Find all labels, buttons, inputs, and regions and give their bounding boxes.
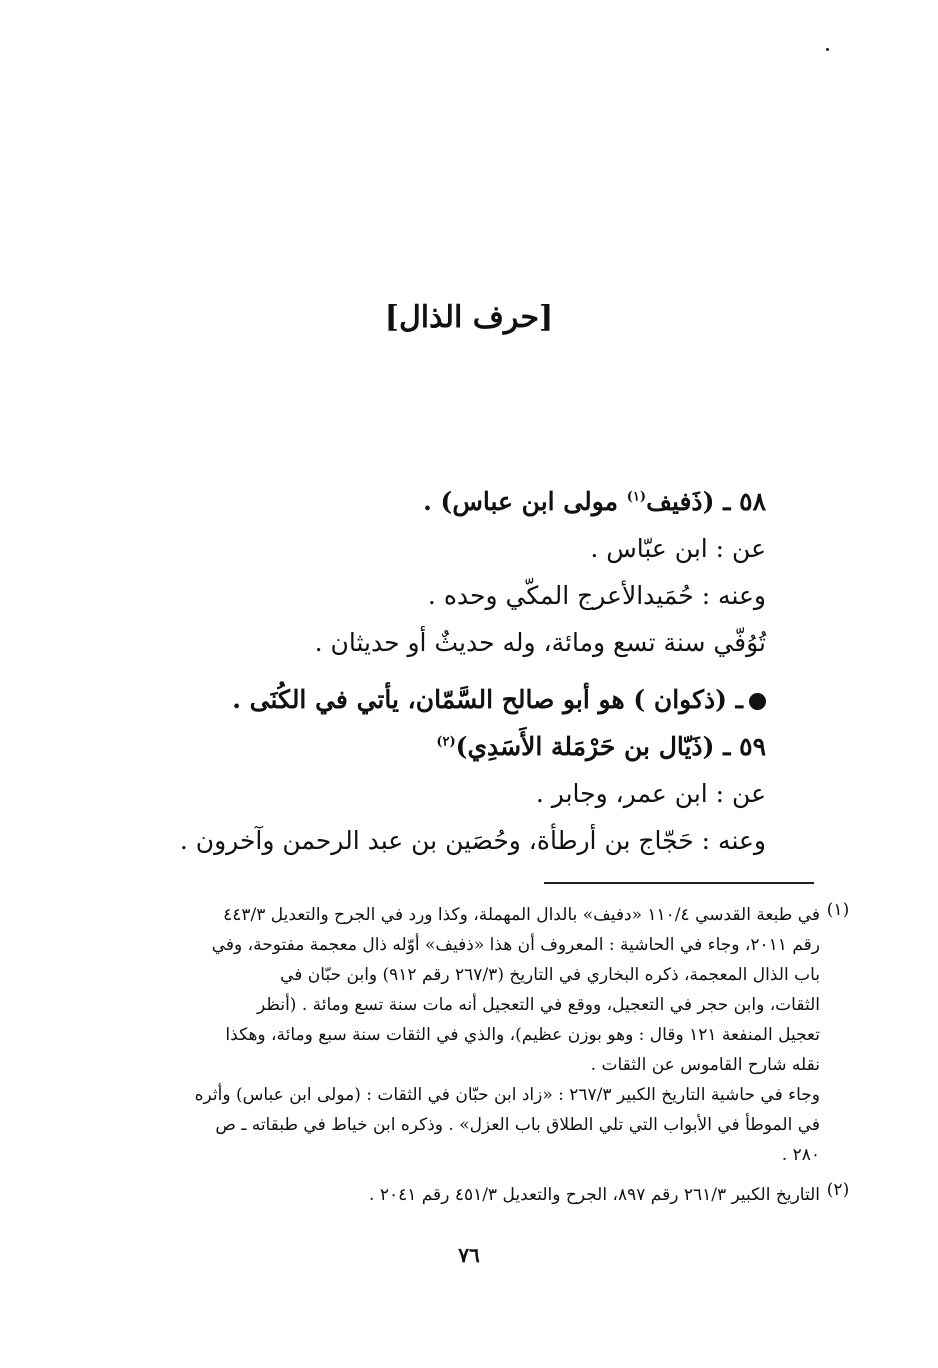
chapter-title: [حرف الذال]: [384, 300, 554, 335]
footnote-2-number: (٢): [826, 1180, 850, 1200]
entry-59-title: ٥٩ ـ (ذَيّال بن حَرْمَلة الأَسَدِي): [455, 732, 766, 761]
footnote-1-line: في طبعة القدسي ١١٠/٤ «دفيف» بالدال المهملة، وكذا ورد في الجرح والتعديل ٤٤٣/٣: [223, 905, 820, 925]
entry-58-title: ٥٨ ـ (ذَفيف: [646, 487, 766, 516]
entry-dhakwan-text: ـ (ذكوان ) هو أبو صالح السَّمّان، يأتي في الكُنَى .: [232, 685, 743, 714]
footnote-ref-1[interactable]: (١): [626, 489, 647, 505]
footnote-1-number: (١): [826, 900, 850, 920]
entry-59-from: عن : ابن عمر، وجابر .: [535, 779, 766, 808]
entry-58-from: عن : ابن عبّاس .: [590, 534, 766, 563]
footnote-1: [120, 900, 850, 1170]
entry-58-narrators: وعنه : حُمَيدالأعرج المكّي وحده .: [427, 581, 766, 610]
footnotes-block: [120, 900, 850, 1210]
entry-58-heading: [146, 478, 766, 525]
footnote-ref-2[interactable]: (٢): [436, 734, 456, 750]
footnote-divider: [544, 882, 814, 884]
entry-dhakwan: [146, 676, 766, 723]
footnote-1-line: باب الذال المعجمة، ذكره البخاري في التاريخ (٢٦٧/٣ رقم ٩١٢) وابن حبّان في: [280, 965, 820, 985]
footnote-1-line: رقم ٢٠١١، وجاء في الحاشية : المعروف أن هذا «ذفيف» أوّله ذال معجمة مفتوحة، وفي: [211, 935, 820, 955]
footnote-1-line: تعجيل المنفعة ١٢١ وقال : وهو بوزن عظيم)، والذي في الثقات سنة سبع ومائة، وهكذا: [225, 1025, 820, 1045]
footnote-1-line: وجاء في حاشية التاريخ الكبير ٢٦٧/٣ : «زاد ابن حبّان في الثقات : (مولى ابن عباس) وأثره: [194, 1085, 820, 1105]
entry-58-death: تُوُفّي سنة تسع ومائة، وله حديثٌ أو حديثان .: [314, 628, 766, 657]
entry-59-heading: [146, 723, 766, 770]
entry-58-title-tail: مولى ابن عباس) .: [423, 487, 627, 516]
footnote-1-line: ٢٨٠ .: [781, 1145, 820, 1165]
footnote-1-line: في الموطأ في الأبواب التي تلي الطلاق باب العزل» . وذكره ابن خياط في طبقاته ـ ص: [215, 1115, 820, 1135]
footnote-2: [120, 1180, 850, 1210]
entries-block: [146, 478, 766, 864]
footnote-1-line: نقله شارح القاموس عن الثقات .: [590, 1055, 820, 1075]
footnote-2-line: التاريخ الكبير ٢٦١/٣ رقم ٨٩٧، الجرح والتعديل ٤٥١/٣ رقم ٢٠٤١ .: [369, 1185, 820, 1205]
page-speck: [826, 48, 829, 51]
footnote-1-line: الثقات، وابن حجر في التعجيل، ووقع في التعجيل أنه مات سنة تسع ومائة . (أنظر: [257, 995, 820, 1015]
bullet-icon: [749, 693, 766, 710]
page-number: ٧٦: [458, 1243, 480, 1267]
entry-59-narrators: وعنه : حَجّاج بن أرطأة، وحُصَين بن عبد الرحمن وآخرون .: [179, 826, 766, 855]
